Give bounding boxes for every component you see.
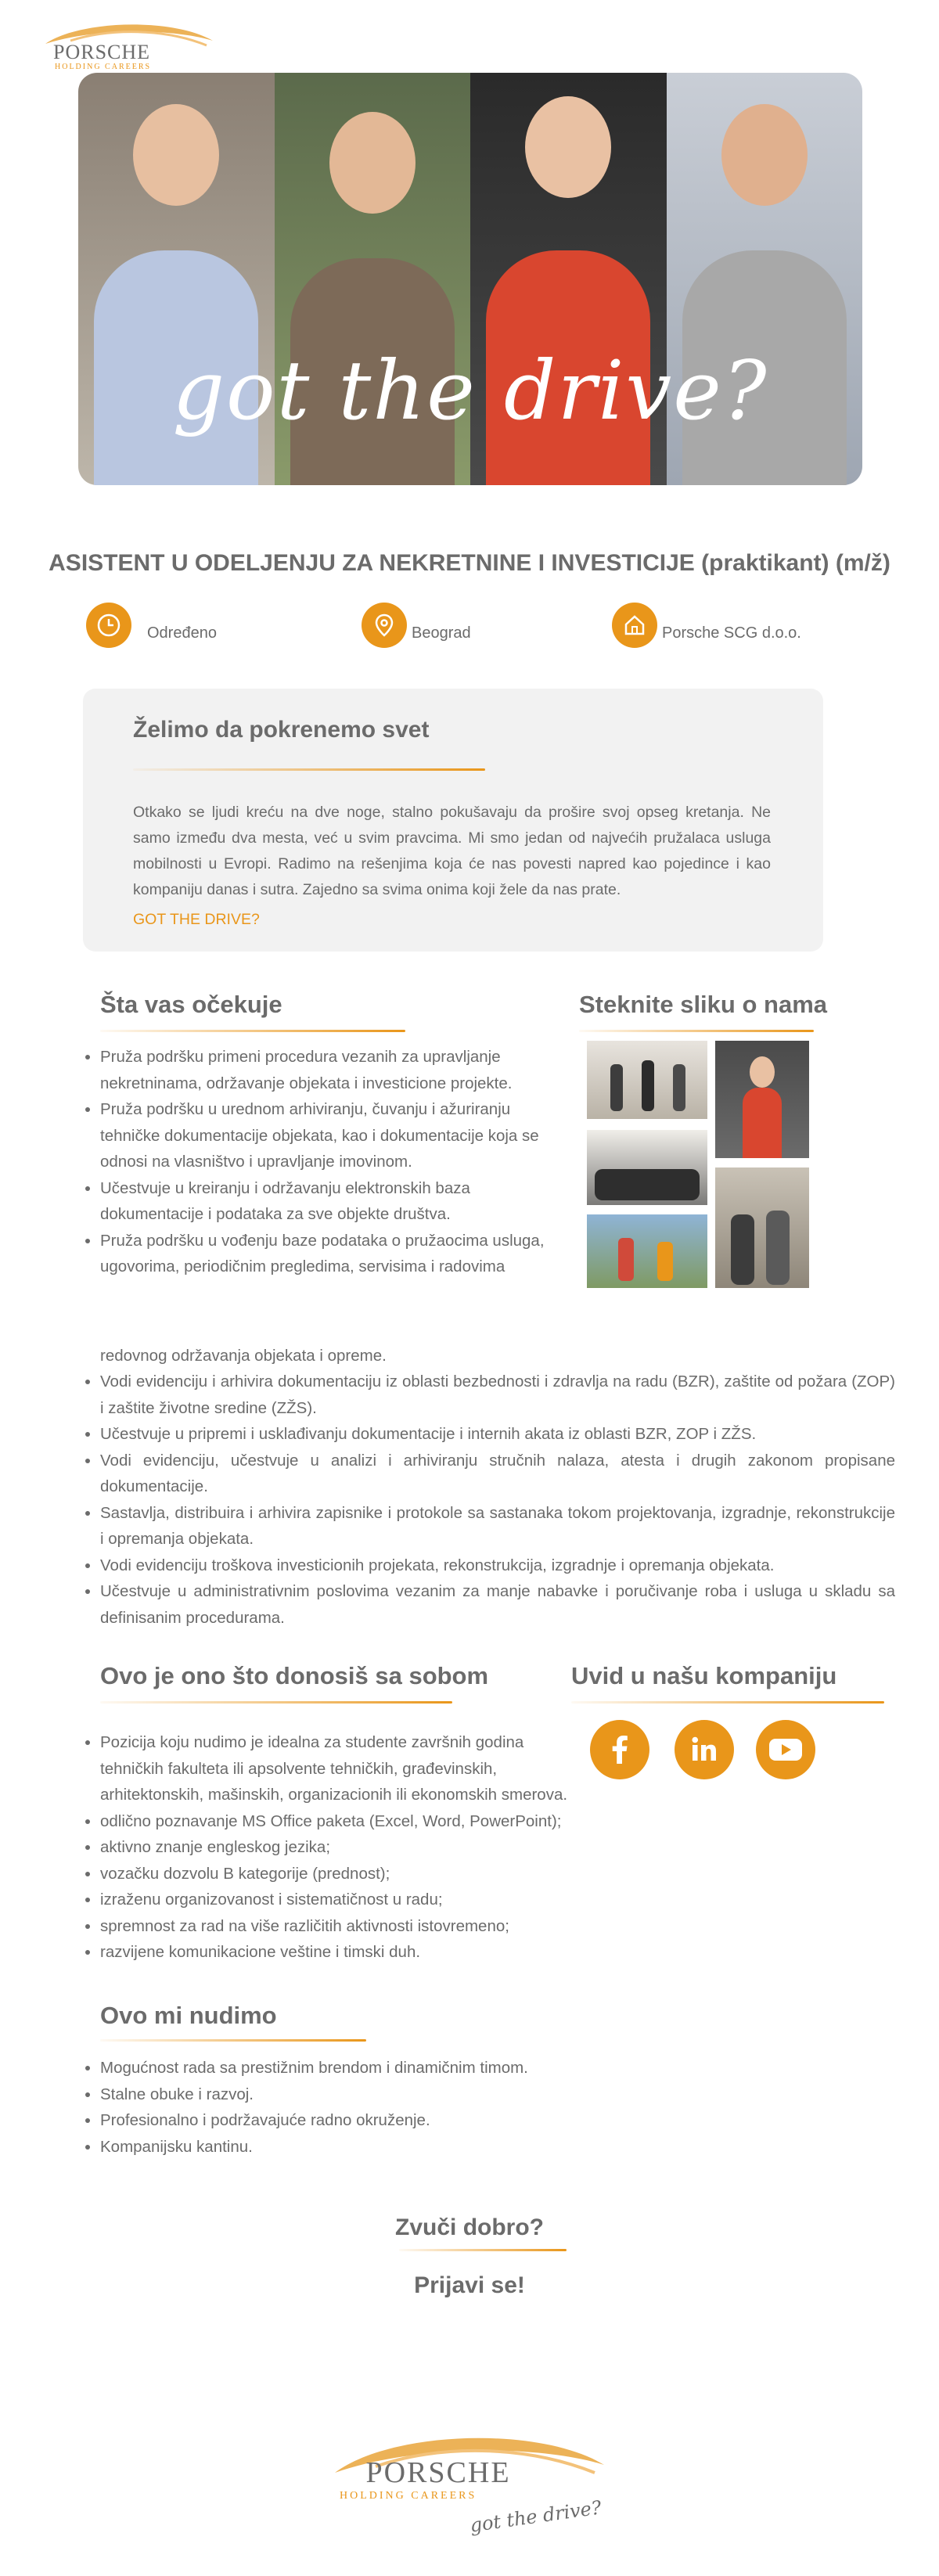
list-item: • Učestvuje u pripremi i usklađivanju dokumentacije i internih akata iz oblasti BZR, ZOP i ZŽS. (100, 1421, 895, 1448)
list-item: • Mogućnost rada sa prestižnim brendom i dinamičnim timom. (100, 2055, 726, 2081)
list-item: • spremnost za rad na više različitih aktivnosti istovremeno; (100, 1913, 585, 1940)
list-item: • Sastavlja, distribuira i arhivira zapisnike i protokole sa sastanaka tokom projektovanja, izgradnje, rekonstrukcije i opremanja objekata. (100, 1500, 895, 1552)
list-item: • aktivno znanje engleskog jezika; (100, 1834, 585, 1861)
list-item: • Pruža podršku u vođenju baze podataka o pružaocima usluga, ugovorima, periodičnim pregledima, servisima i radovima (100, 1228, 554, 1280)
linkedin-icon[interactable] (675, 1720, 734, 1779)
expect-heading: Šta vas očekuje (100, 991, 282, 1018)
gallery-photo-outdoor[interactable] (587, 1214, 707, 1288)
sounds-good-text: Zvuči dobro? (395, 2214, 544, 2240)
duration-meta (86, 603, 217, 648)
list-item: • Učestvuje u kreiranju i održavanju elektronskih baza dokumentacije i podataka za sve objekte društva. (100, 1175, 554, 1228)
logo-subtitle: HOLDING CAREERS (55, 63, 152, 71)
company-meta (612, 603, 801, 648)
expect-continuation: redovnog održavanja objekata i opreme. (100, 1347, 387, 1365)
gallery-photo-event[interactable] (715, 1167, 809, 1288)
heading-underline (399, 2249, 567, 2251)
hero-banner (78, 73, 862, 485)
insight-heading: Uvid u našu kompaniju (571, 1662, 837, 1689)
location-meta (362, 603, 471, 648)
list-item: • razvijene komunikacione veštine i timski duh. (100, 1939, 585, 1966)
duration-text: Određeno (147, 624, 217, 642)
bring-list (100, 1729, 585, 1966)
list-item: • odlično poznavanje MS Office paketa (Excel, Word, PowerPoint); (100, 1808, 585, 1835)
clock-icon (86, 603, 131, 648)
job-title: ASISTENT U ODELJENJU ZA NEKRETNINE I INVESTICIJE (praktikant) (m/ž) (49, 550, 890, 576)
location-pin-icon (362, 603, 407, 648)
gallery-photo-team-award[interactable] (587, 1041, 707, 1119)
heading-underline (100, 1701, 452, 1704)
got-the-drive-link[interactable]: GOT THE DRIVE? (133, 911, 260, 928)
gallery-photo-employee[interactable] (715, 1041, 809, 1158)
list-item: • izraženu organizovanost i sistematičnost u radu; (100, 1887, 585, 1913)
footer-logo[interactable] (329, 2426, 610, 2543)
list-item: • Pruža podršku primeni procedura vezanih za upravljanje nekretninama, održavanje objekata i investicione projekte. (100, 1044, 554, 1096)
hero-tagline: got the drive? (172, 343, 768, 438)
list-item: • vozačku dozvolu B kategorije (prednost); (100, 1861, 585, 1887)
list-item: • Vodi evidenciju troškova investicionih projekata, rekonstrukcija, izgradnje i opremanja objekata. (100, 1552, 895, 1579)
building-icon (612, 603, 657, 648)
list-item: • Učestvuje u administrativnim poslovima vezanim za manje nabavke i poručivanje roba i usluga u skladu sa definisanim procedurama. (100, 1578, 895, 1631)
porsche-holding-logo[interactable] (39, 17, 219, 72)
gallery-photo-group[interactable] (587, 1130, 707, 1205)
bring-heading: Ovo je ono što donosiš sa sobom (100, 1662, 489, 1689)
footer-logo-subtitle: HOLDING CAREERS (340, 2490, 477, 2502)
intro-card (83, 689, 823, 952)
company-text: Porsche SCG d.o.o. (662, 624, 801, 642)
gallery-heading: Steknite sliku o nama (579, 991, 827, 1018)
list-item: • Vodi evidenciju i arhivira dokumentaciju iz oblasti bezbednosti i zdravlja na radu (BZR), zaštite od požara (ZOP) i zaštite životne sredine (ZŽS). (100, 1369, 895, 1421)
facebook-icon[interactable] (590, 1720, 649, 1779)
list-item: • Pozicija koju nudimo je idealna za studente završnih godina tehničkih fakulteta ili apsolvente tehničkih, građevinskih, arhitektonskih, mašinskih, organizacionih ili ekonomskih smerova. (100, 1729, 585, 1808)
expect-list (100, 1044, 554, 1280)
expect-list-continued (100, 1369, 895, 1631)
footer-logo-tagline: got the drive? (468, 2496, 603, 2537)
list-item: • Kompanijsku kantinu. (100, 2134, 726, 2160)
heading-underline (100, 2039, 366, 2042)
heading-underline (571, 1701, 884, 1704)
footer-logo-title: PORSCHE (365, 2456, 511, 2489)
list-item: • Pruža podršku u urednom arhiviranju, čuvanju i ažuriranju tehničke dokumentacije objekata, kao i dokumentacije koja se odnosi na vlasništvo i upravljanje imovinom. (100, 1096, 554, 1175)
apply-button[interactable]: Prijavi se! (414, 2272, 525, 2298)
offer-heading: Ovo mi nudimo (100, 2002, 277, 2029)
list-item: • Vodi evidenciju, učestvuje u analizi i arhiviranju stručnih nalaza, atesta i drugih zakonom propisane dokumentacije. (100, 1448, 895, 1500)
heading-underline (579, 1030, 814, 1032)
youtube-icon[interactable] (756, 1720, 815, 1779)
list-item: • Stalne obuke i razvoj. (100, 2081, 726, 2108)
offer-list (100, 2055, 726, 2160)
logo-title: PORSCHE (53, 41, 151, 63)
location-text: Beograd (412, 624, 471, 642)
heading-underline (133, 768, 485, 771)
list-item: • Profesionalno i podržavajuće radno okruženje. (100, 2107, 726, 2134)
intro-heading: Želimo da pokrenemo svet (133, 717, 430, 743)
intro-text: Otkako se ljudi kreću na dve noge, stalno pokušavaju da prošire svoj opseg kretanja. Ne samo između dva mesta, već u svim pravcima. Mi smo jedan od najvećih pružalaca usluga mobilnosti u Evropi. Radimo na rešenjima koja će nas povesti napred kao pojedince i kao kompaniju danas i sutra. Zajedno sa svima onima koji žele da nas prate. (133, 804, 771, 898)
heading-underline (100, 1030, 405, 1032)
